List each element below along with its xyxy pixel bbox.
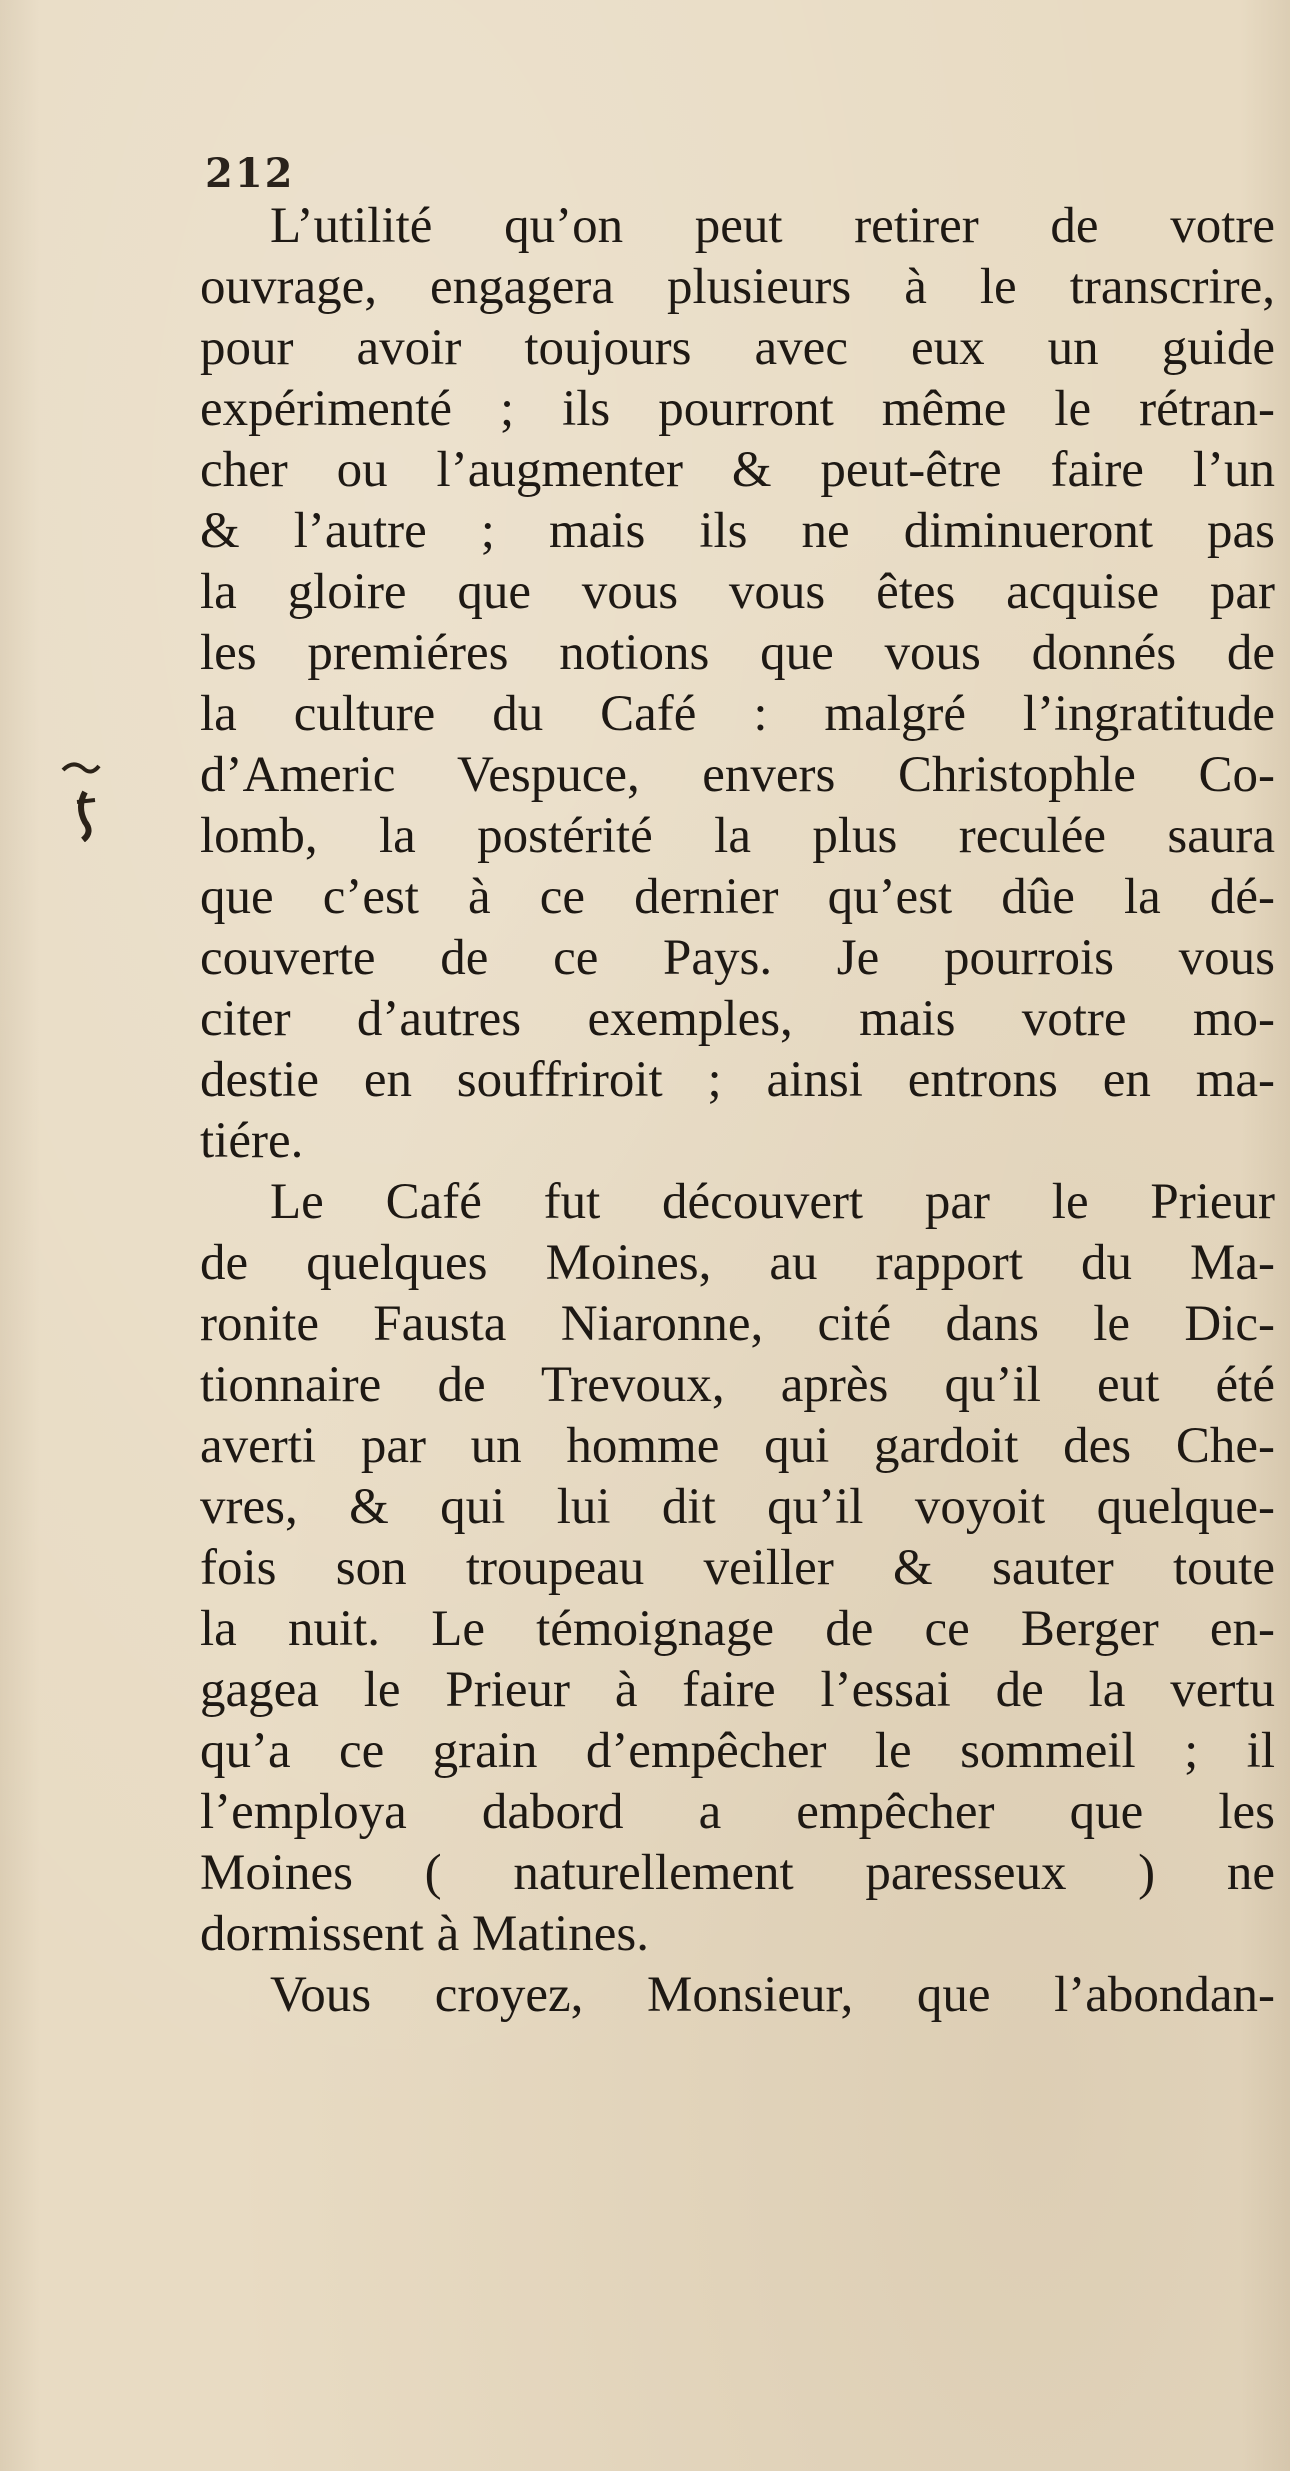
text-line: pour avoir toujours avec eux un guide — [200, 320, 1275, 376]
text-line: la nuit. Le témoignage de ce Berger en- — [200, 1601, 1275, 1657]
text-line: destie en souffriroit ; ainsi entrons en ma- — [200, 1052, 1275, 1108]
text-line: citer d’autres exemples, mais votre mo- — [200, 991, 1275, 1047]
text-line: l’employa dabord a empêcher que les — [200, 1784, 1275, 1840]
text-line: tiére. — [200, 1113, 304, 1169]
text-line: averti par un homme qui gardoit des Che- — [200, 1418, 1275, 1474]
text-line: L’utilité qu’on peut retirer de votre — [270, 198, 1275, 254]
text-line: fois son troupeau veiller & sauter toute — [200, 1540, 1275, 1596]
text-line: Moines ( naturellement paresseux ) ne — [200, 1845, 1275, 1901]
text-line: d’Americ Vespuce, envers Christophle Co- — [200, 747, 1275, 803]
text-line: couverte de ce Pays. Je pourrois vous — [200, 930, 1275, 986]
page-number: 212 — [205, 150, 295, 197]
text-line: cher ou l’augmenter & peut-être faire l’un — [200, 442, 1275, 498]
text-line: de quelques Moines, au rapport du Ma- — [200, 1235, 1275, 1291]
text-line: la gloire que vous vous êtes acquise par — [200, 564, 1275, 620]
text-line: dormissent à Matines. — [200, 1906, 650, 1962]
text-line: ronite Fausta Niaronne, cité dans le Dic- — [200, 1296, 1275, 1352]
body-text — [200, 196, 1275, 2026]
text-line: qu’a ce grain d’empêcher le sommeil ; il — [200, 1723, 1275, 1779]
text-line: la culture du Café : malgré l’ingratitude — [200, 686, 1275, 742]
text-line: Le Café fut découvert par le Prieur — [270, 1174, 1275, 1230]
margin-ink-mark — [55, 752, 110, 842]
text-line: lomb, la postérité la plus reculée saura — [200, 808, 1275, 864]
text-line: gagea le Prieur à faire l’essai de la vertu — [200, 1662, 1275, 1718]
text-line: tionnaire de Trevoux, après qu’il eut été — [200, 1357, 1275, 1413]
text-line: expérimenté ; ils pourront même le rétran- — [200, 381, 1275, 437]
text-line: les premiéres notions que vous donnés de — [200, 625, 1275, 681]
text-line: Vous croyez, Monsieur, que l’abondan- — [270, 1967, 1275, 2023]
text-line: vres, & qui lui dit qu’il voyoit quelque- — [200, 1479, 1275, 1535]
text-line: que c’est à ce dernier qu’est dûe la dé- — [200, 869, 1275, 925]
text-line: ouvrage, engagera plusieurs à le transcrire, — [200, 259, 1275, 315]
text-line: & l’autre ; mais ils ne diminueront pas — [200, 503, 1275, 559]
